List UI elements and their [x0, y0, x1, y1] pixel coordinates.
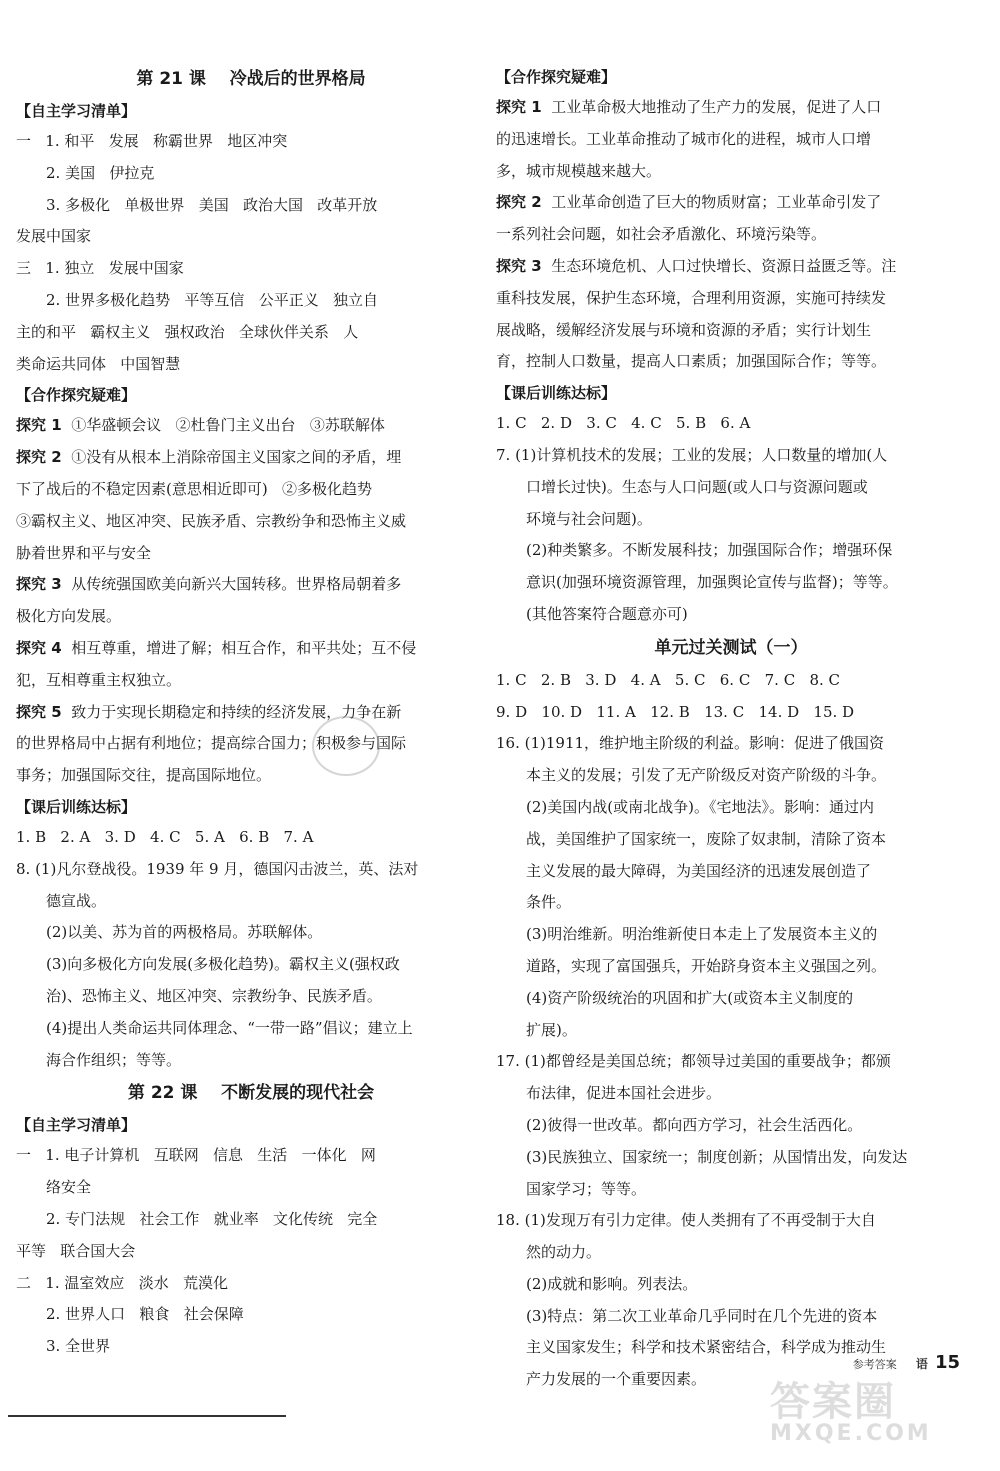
- answer-line: 然的动力。: [526, 1243, 602, 1262]
- inquiry-line: [496, 124, 966, 156]
- answer-line: (3)向多极化方向发展(多极化趋势)。霸权主义(强权政: [46, 955, 400, 974]
- inquiry-text: 重科技发展，保护生态环境，合理利用资源，实施可持续发: [496, 288, 887, 307]
- answer-line: 意识(加强环境资源管理，加强舆论宣传与监督)；等等。: [526, 573, 898, 592]
- inquiry-line: [16, 760, 486, 792]
- footer-label: 参考答案: [852, 1358, 897, 1371]
- answer-line: 一 1. 和平 发展 称霸世界 地区冲突: [16, 132, 288, 150]
- section-heading: 【合作探究疑难】: [496, 68, 617, 86]
- watermark-logo: [770, 1370, 932, 1446]
- inquiry-line: [496, 346, 966, 378]
- inquiry-line: [496, 251, 966, 283]
- inquiry-label: 探究 3: [496, 256, 542, 275]
- answer-line: 主义国家发生；科学和技术紧密结合，科学成为推动生: [526, 1338, 887, 1357]
- inquiry-line: [16, 665, 486, 697]
- inquiry-line: [496, 315, 966, 347]
- section-heading: 【自主学习清单】: [16, 1116, 137, 1135]
- inquiry-label: 探究 2: [16, 448, 62, 467]
- inquiry-text: 多，城市规模越来越大。: [496, 161, 662, 180]
- inquiry-text: ①华盛顿会议 ②杜鲁门主义出台 ③苏联解体: [61, 416, 385, 435]
- answer-line: 扩展)。: [526, 1020, 577, 1039]
- exercise-list-21: [16, 822, 486, 1076]
- inquiry-line: [496, 187, 966, 219]
- answer-line: 络安全: [46, 1178, 92, 1197]
- answer-line: 2. 世界多极化趋势 平等互信 公平正义 独立自: [46, 290, 378, 309]
- answer-line: 类命运共同体 中国智慧: [16, 354, 181, 373]
- answer-line: 三 1. 独立 发展中国家: [16, 259, 184, 278]
- inquiry-text: 犯，互相尊重主权独立。: [16, 670, 182, 689]
- section-heading: 【课后训练达标】: [16, 797, 137, 816]
- answer-line: (4)提出人类命运共同体理念、“一带一路”倡议；建立上: [46, 1018, 413, 1037]
- inquiry-text: 展战略，缓解经济发展与环境和资源的矛盾；实行计划生: [496, 320, 872, 339]
- answer-line: 海合作组织；等等。: [46, 1050, 182, 1069]
- answer-line: 7. (1)计算机技术的发展；工业的发展；人口数量的增加(人: [496, 445, 888, 464]
- inquiry-line: [16, 697, 486, 729]
- inquiry-text: 工业革命创造了巨大的物质财富；工业革命引发了: [541, 193, 882, 212]
- right-column: [496, 62, 966, 1396]
- answer-line: 布法律，促进本国社会进步。: [526, 1084, 722, 1103]
- answer-line: (2)种类繁多。不断发展科技；加强国际合作；增强环保: [526, 541, 893, 560]
- inquiry-line: [16, 569, 486, 601]
- left-column: [16, 62, 486, 1363]
- answer-line: 2. 美国 伊拉克: [46, 163, 155, 182]
- answer-line: 道路，实现了富国强兵，开始跻身资本主义强国之列。: [526, 956, 887, 975]
- answer-line: (3)明治维新。明治维新使日本走上了发展资本主义的: [526, 925, 878, 944]
- answer-line: 1. C 2. D 3. C 4. C 5. B 6. A: [496, 414, 751, 433]
- answer-line: 条件。: [526, 893, 572, 912]
- inquiry-list-21: [16, 410, 486, 792]
- inquiry-text: 的迅速增长。工业革命推动了城市化的进程，城市人口增: [496, 129, 872, 148]
- answer-line: (3)特点：第二次工业革命几乎同时在几个先进的资本: [526, 1306, 878, 1325]
- answer-line: 战，美国维护了国家统一，废除了奴隶制，清除了资本: [526, 829, 887, 848]
- inquiry-label: 探究 3: [16, 575, 62, 594]
- inquiry-text: 下了战后的不稳定因素(意思相近即可) ②多极化趋势: [16, 479, 373, 498]
- answer-line: (2)以美、苏为首的两极格局。苏联解体。: [46, 923, 323, 942]
- answer-line: 发展中国家: [16, 227, 92, 246]
- answer-line: (2)彼得一世改革。都向西方学习，社会生活西化。: [526, 1115, 863, 1134]
- inquiry-line: [16, 410, 486, 442]
- inquiry-text: 致力于实现长期稳定和持续的经济发展，力争在新: [61, 702, 402, 721]
- exercise-list-22: [496, 408, 966, 631]
- section-heading: 【自主学习清单】: [16, 102, 137, 120]
- answer-line: 口增长过快)。生态与人口问题(或人口与资源问题或: [526, 477, 868, 496]
- inquiry-line: [16, 474, 486, 506]
- inquiry-text: 从传统强国欧美向新兴大国转移。世界格局朝着多: [61, 575, 402, 594]
- inquiry-text: 极化方向发展。: [16, 607, 122, 626]
- unit-test-answers: [496, 665, 966, 1396]
- answer-line: 2. 世界人口 粮食 社会保障: [46, 1305, 244, 1324]
- watermark-sub: MXQE.COM: [770, 1421, 932, 1446]
- answer-line: 国家学习；等等。: [526, 1179, 647, 1198]
- answer-line: 产力发展的一个重要因素。: [526, 1370, 707, 1389]
- inquiry-label: 探究 5: [16, 702, 62, 721]
- inquiry-text: 事务；加强国际交往，提高国际地位。: [16, 766, 272, 785]
- footer-rule: [8, 1415, 286, 1417]
- inquiry-text: 生态环境危机、人口过快增长、资源日益匮乏等。注: [541, 256, 897, 275]
- answer-line: 一 1. 电子计算机 互联网 信息 生活 一体化 网: [16, 1146, 376, 1165]
- inquiry-label: 探究 1: [496, 98, 542, 116]
- answer-line: 16. (1)1911，维护地主阶级的利益。影响：促进了俄国资: [496, 734, 885, 753]
- self-study-list-22: [16, 1140, 486, 1363]
- lesson-22-title: 第 22 课 不断发展的现代社会: [127, 1083, 375, 1104]
- unit-test-title: 单元过关测试（一）: [654, 637, 808, 658]
- answer-line: (2)成就和影响。列表法。: [526, 1274, 698, 1293]
- answer-line: 2. 专门法规 社会工作 就业率 文化传统 完全: [46, 1209, 378, 1228]
- inquiry-line: [496, 219, 966, 251]
- inquiry-line: [16, 633, 486, 665]
- inquiry-text: ①没有从根本上消除帝国主义国家之间的矛盾，埋: [61, 448, 402, 467]
- lesson-21-title: 第 21 课 冷战后的世界格局: [136, 69, 366, 89]
- answer-line: 二 1. 温室效应 淡水 荒漠化: [16, 1273, 228, 1292]
- inquiry-line: [496, 156, 966, 188]
- section-heading: 【课后训练达标】: [496, 384, 617, 403]
- answer-line: 1. B 2. A 3. D 4. C 5. A 6. B 7. A: [16, 827, 314, 846]
- answer-line: (2)美国内战(或南北战争)。《宅地法》。影响：通过内: [526, 797, 874, 816]
- inquiry-label: 探究 4: [16, 638, 62, 657]
- inquiry-line: [496, 92, 966, 124]
- inquiry-line: [16, 506, 486, 538]
- answer-line: 主的和平 霸权主义 强权政治 全球伙伴关系 人: [16, 322, 359, 341]
- inquiry-text: 工业革命极大地推动了生产力的发展，促进了人口: [541, 98, 882, 116]
- answer-line: 主义发展的最大障碍，为美国经济的迅速发展创造了: [526, 861, 872, 880]
- inquiry-text: ③霸权主义、地区冲突、民族矛盾、宗教纷争和恐怖主义威: [16, 511, 407, 530]
- inquiry-text: 育，控制人口数量，提高人口素质；加强国际合作；等等。: [496, 352, 887, 371]
- answer-line: 治)、恐怖主义、地区冲突、宗教纷争、民族矛盾。: [46, 986, 382, 1005]
- inquiry-text: 一系列社会问题，如社会矛盾激化、环境污染等。: [496, 225, 827, 244]
- answer-line: 本主义的发展；引发了无产阶级反对资产阶级的斗争。: [526, 766, 887, 785]
- answer-line: 3. 多极化 单极世界 美国 政治大国 改革开放: [46, 195, 378, 214]
- answer-line: (3)民族独立、国家统一；制度创新；从国情出发，向发达: [526, 1147, 908, 1166]
- self-study-list-21: [16, 126, 486, 380]
- section-heading: 【合作探究疑难】: [16, 386, 137, 405]
- answer-line: (4)资产阶级统治的巩固和扩大(或资本主义制度的: [526, 988, 854, 1007]
- answer-line: 18. (1)发现万有引力定律。使人类拥有了不再受制于大自: [496, 1211, 876, 1230]
- inquiry-text: 胁着世界和平与安全: [16, 543, 152, 562]
- inquiry-text: 相互尊重，增进了解；相互合作，和平共处；互不侵: [61, 638, 417, 657]
- answer-line: 环境与社会问题)。: [526, 509, 652, 528]
- answer-line: 德宣战。: [46, 891, 107, 910]
- page-number: 15: [934, 1352, 960, 1373]
- inquiry-line: [496, 283, 966, 315]
- answer-line: 3. 全世界: [46, 1337, 111, 1356]
- inquiry-line: [16, 538, 486, 570]
- inquiry-list-22: [496, 92, 966, 378]
- answer-line: 平等 联合国大会: [16, 1241, 136, 1260]
- answer-line: 1. C 2. B 3. D 4. A 5. C 6. C 7. C 8. C: [496, 670, 841, 689]
- inquiry-text: 的世界格局中占据有利地位；提高综合国力；积极参与国际: [16, 734, 407, 753]
- answer-line: 17. (1)都曾经是美国总统；都领导过美国的重要战争；都颁: [496, 1052, 891, 1071]
- watermark-main: 答案圈: [770, 1379, 896, 1425]
- inquiry-label: 探究 2: [496, 193, 542, 212]
- inquiry-label: 探究 1: [16, 416, 62, 435]
- library-stamp: [312, 716, 380, 776]
- inquiry-line: [16, 728, 486, 760]
- answer-line: 9. D 10. D 11. A 12. B 13. C 14. D 15. D: [496, 702, 855, 721]
- inquiry-line: [16, 601, 486, 633]
- footer-prefix: 语: [915, 1357, 928, 1371]
- answer-line: 8. (1)凡尔登战役。1939 年 9 月，德国闪击波兰，英、法对: [16, 859, 419, 878]
- answer-line: (其他答案符合题意亦可): [526, 604, 688, 623]
- inquiry-line: [16, 442, 486, 474]
